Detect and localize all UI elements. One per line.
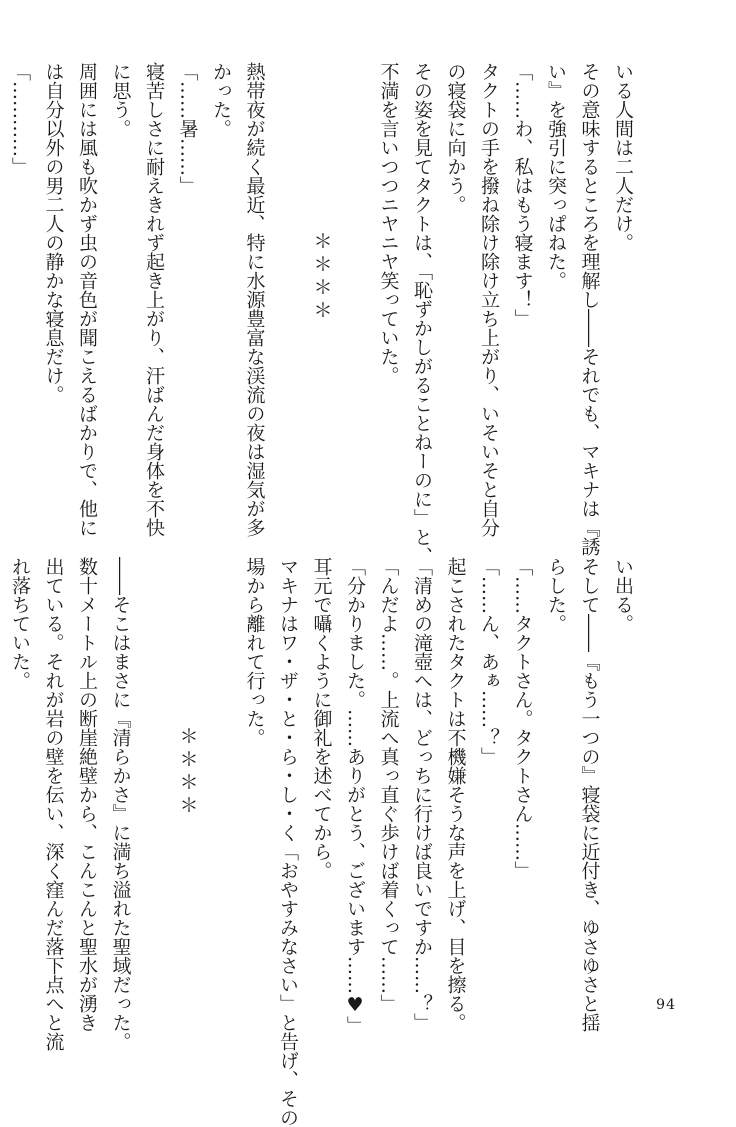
text-line: に思う。 bbox=[109, 62, 132, 138]
top-text-block bbox=[9, 62, 639, 566]
text-line bbox=[0, 557, 3, 987]
text-line: 寝苦しさに耐えきれず起き上がり、汗ばんだ身体を不快 bbox=[143, 62, 165, 537]
text-line: その意味するところを理解し――それでも、マキナは『誘 bbox=[578, 62, 601, 556]
text-line: その姿を見てタクトは、「恥ずかしがることねーのに」と、 bbox=[411, 62, 433, 566]
text-line: れ落ちていた。 bbox=[9, 557, 31, 690]
text-line: 「……ん、あぁ……？」 bbox=[478, 557, 500, 766]
text-line: ――そこはまさに『清らかさ』に満ち溢れた聖域だった。 bbox=[109, 557, 132, 1051]
text-line: 熱帯夜が続く最近、特に水源豊富な渓流の夜は湿気が多 bbox=[243, 62, 266, 537]
text-line: 耳元で囁くように御礼を述べてから。 bbox=[310, 557, 333, 880]
text-line: 「……タクトさん。タクトさん……」 bbox=[511, 557, 534, 880]
blank-line bbox=[338, 62, 372, 492]
text-line: 「清めの滝壺へは、どっちに行けば良いですか……？」 bbox=[411, 557, 433, 1032]
text-line: らした。 bbox=[545, 557, 567, 633]
text-line: 不満を言いつつニヤニヤ笑っていた。 bbox=[377, 62, 400, 385]
text-line: の寝袋に向かう。 bbox=[444, 62, 467, 214]
blank-line bbox=[271, 62, 305, 492]
text-line: い』を強引に突っぱねた。 bbox=[545, 62, 567, 290]
text-line: 起こされたタクトは不機嫌そうな声を上げ、目を擦る。 bbox=[444, 557, 467, 1032]
text-line: タクトの手を撥ね除け除け立ち上がり、いそいそと自分 bbox=[478, 62, 500, 537]
page-number: 94 bbox=[656, 997, 676, 1013]
scene-break: ＊＊＊＊ bbox=[310, 231, 333, 323]
scene-break: ＊＊＊＊ bbox=[176, 726, 199, 818]
text-line bbox=[0, 62, 3, 492]
text-line: 「……暑……」 bbox=[176, 62, 199, 195]
text-line: 出ている。それが岩の壁を伝い、深く窪んだ落下点へと流 bbox=[42, 557, 65, 1051]
text-line: いる人間は二人だけ。 bbox=[612, 62, 634, 252]
blank-line bbox=[137, 557, 171, 987]
text-line: は自分以外の男二人の静かな寝息だけ。 bbox=[42, 62, 65, 404]
text-line: 数十メートル上の断崖絶壁から、こんこんと聖水が湧き bbox=[76, 557, 98, 1032]
text-line: 「んだよ……。上流へ真っ直ぐ歩けば着くって……」 bbox=[377, 557, 400, 1013]
bottom-text-block bbox=[9, 557, 639, 1127]
blank-line bbox=[204, 557, 238, 987]
text-line: 「…………」 bbox=[9, 62, 31, 176]
text-line: かった。 bbox=[210, 62, 232, 138]
text-line: い出る。 bbox=[612, 557, 634, 633]
text-line: 「分かりました。……ありがとう、ございます……♥」 bbox=[344, 557, 366, 1035]
text-line: 周囲には風も吹かず虫の音色が聞こえるばかりで、他に bbox=[76, 62, 98, 537]
text-line: 場から離れて行った。 bbox=[243, 557, 266, 747]
text-line: マキナはワ・ザ・と・ら・し・く「おやすみなさい」と告げ、その bbox=[277, 557, 299, 1127]
text-line: そして――『もう一つの』寝袋に近付き、ゆさゆさと揺 bbox=[578, 557, 601, 1032]
text-line: 「……わ、私はもう寝ます！」 bbox=[511, 62, 534, 328]
